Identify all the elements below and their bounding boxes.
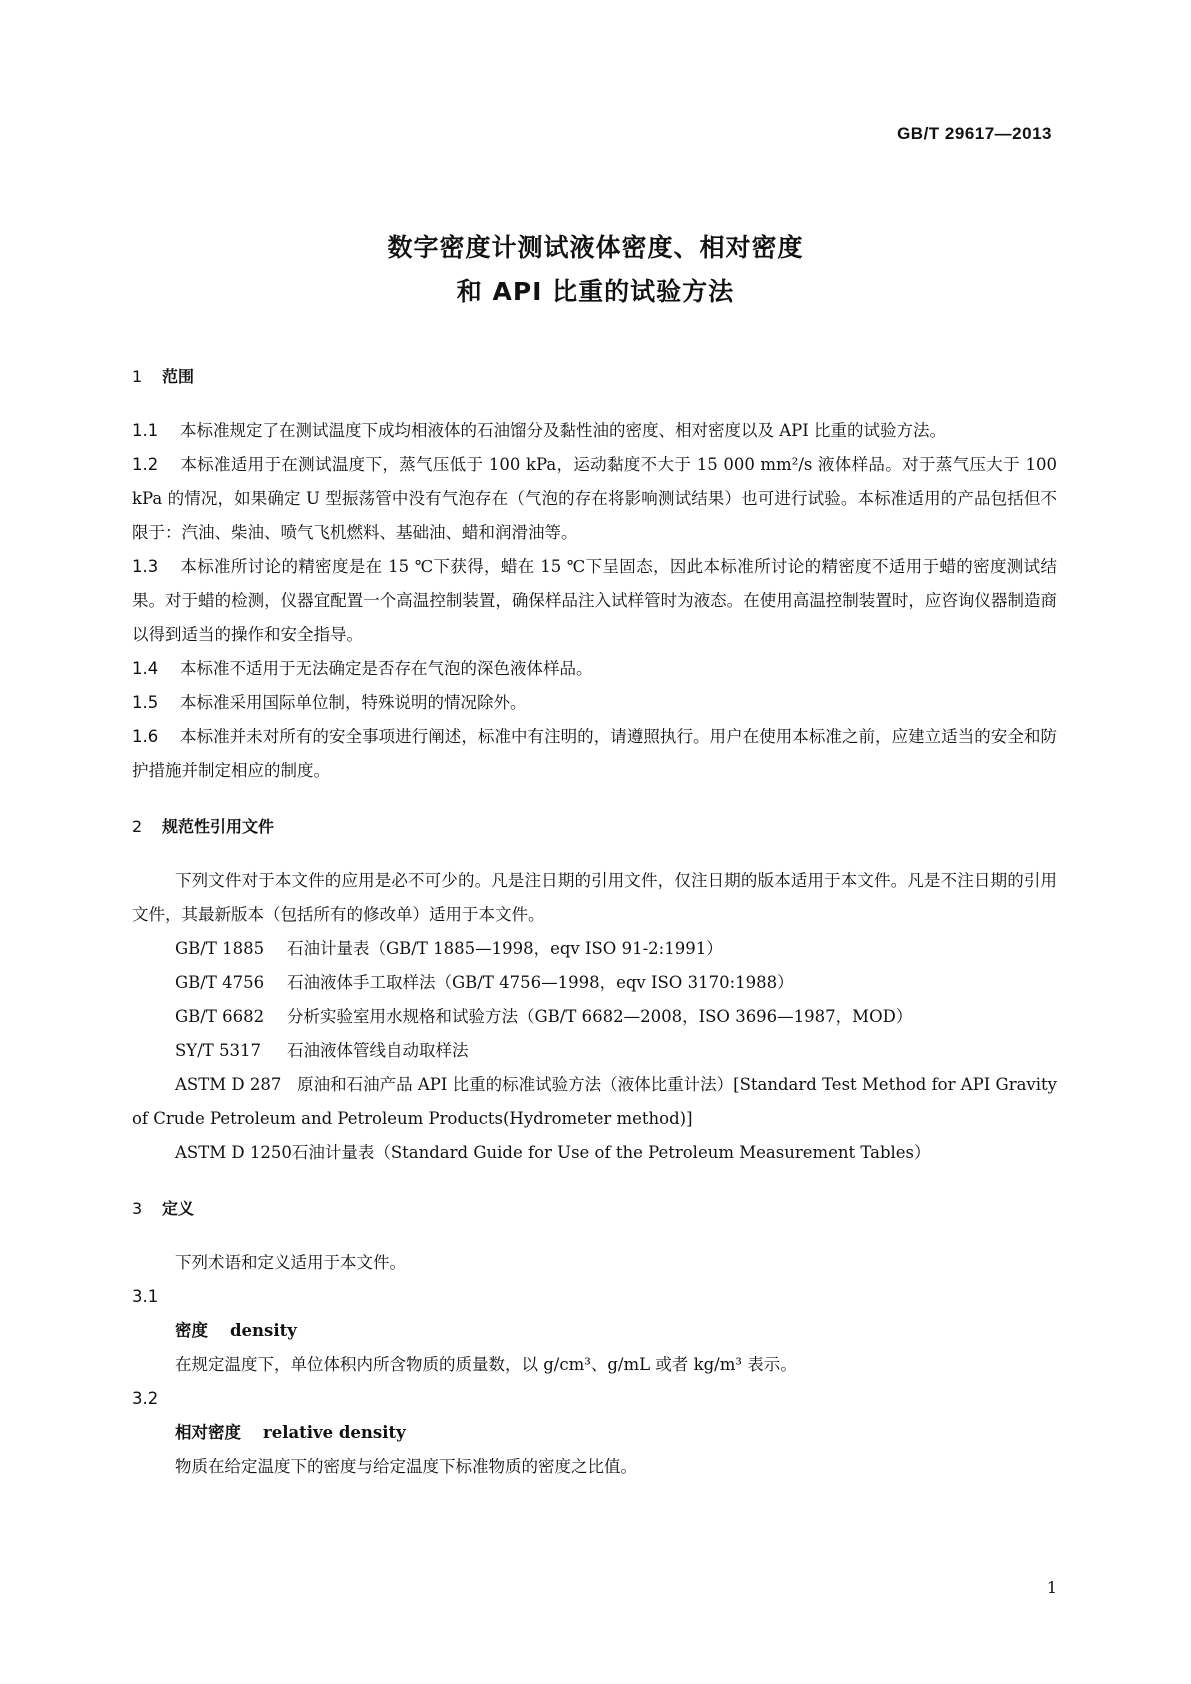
- document-title-line-2: 和 API 比重的试验方法: [456, 277, 735, 306]
- reference-item: [132, 966, 1057, 1000]
- clause-number: 1.5: [132, 693, 159, 712]
- document-body: [132, 360, 1057, 1484]
- reference-item: [132, 1136, 1057, 1170]
- clause-number: 1.4: [132, 659, 159, 678]
- section-heading-definitions: [132, 1192, 1057, 1226]
- term-heading: [132, 1314, 1057, 1348]
- term-zh: 相对密度: [175, 1423, 241, 1442]
- term-en: relative density: [263, 1423, 406, 1442]
- reference-item: [132, 1000, 1057, 1034]
- section-title: 定义: [162, 1199, 195, 1218]
- page-number: 1: [1046, 1578, 1057, 1597]
- clause-text: 本标准规定了在测试温度下成均相液体的石油馏分及黏性油的密度、相对密度以及 API 比重的试验方法。: [180, 421, 947, 440]
- section-heading-scope: [132, 360, 1057, 394]
- clause-number: 1.6: [132, 727, 159, 746]
- clause-1-3: [132, 550, 1057, 652]
- reference-code: GB/T 4756: [175, 973, 265, 992]
- reference-title: 石油计量表（Standard Guide for Use of the Petroleum Measurement Tables）: [291, 1143, 931, 1162]
- term-heading: [132, 1416, 1057, 1450]
- reference-code: GB/T 6682: [175, 1007, 265, 1026]
- reference-title: 石油液体管线自动取样法: [287, 1041, 469, 1060]
- term-number: 3.2: [132, 1389, 159, 1408]
- term-definition: 在规定温度下，单位体积内所含物质的质量数，以 g/cm³、g/mL 或者 kg/m³ 表示。: [175, 1355, 797, 1374]
- clause-text: 本标准不适用于无法确定是否存在气泡的深色液体样品。: [180, 659, 593, 678]
- definitions-intro: 下列术语和定义适用于本文件。: [175, 1253, 406, 1272]
- clause-number: 1.3: [132, 557, 159, 576]
- clause-1-1: [132, 414, 1057, 448]
- reference-title: 原油和石油产品 API 比重的标准试验方法（液体比重计法）[Standard Test Method for API Gravity of Crude Petroleum and Petroleum Products(Hydrometer method)]: [132, 1075, 1057, 1128]
- reference-title: 石油液体手工取样法（GB/T 4756—1998，eqv ISO 3170:1988）: [287, 973, 794, 992]
- standard-number: GB/T 29617—2013: [897, 124, 1052, 143]
- section-heading-references: [132, 810, 1057, 844]
- reference-code: ASTM D 1250: [175, 1143, 292, 1162]
- clause-number: 1.1: [132, 421, 159, 440]
- section-number: 1: [132, 367, 143, 386]
- term-zh: 密度: [175, 1321, 208, 1340]
- reference-item: [132, 1034, 1057, 1068]
- section-number: 2: [132, 817, 143, 836]
- term-definition: 物质在给定温度下的密度与给定温度下标准物质的密度之比值。: [175, 1457, 637, 1476]
- clause-1-6: [132, 720, 1057, 788]
- clause-1-2: [132, 448, 1057, 550]
- reference-code: GB/T 1885: [175, 939, 265, 958]
- term-en: density: [230, 1321, 297, 1340]
- reference-item: [132, 932, 1057, 966]
- reference-code: ASTM D 287: [175, 1075, 282, 1094]
- clause-1-5: [132, 686, 1057, 720]
- clause-number: 1.2: [132, 455, 159, 474]
- references-intro: 下列文件对于本文件的应用是必不可少的。凡是注日期的引用文件，仅注日期的版本适用于本文件。凡是不注日期的引用文件，其最新版本（包括所有的修改单）适用于本文件。: [132, 871, 1057, 924]
- section-title: 规范性引用文件: [162, 817, 275, 836]
- section-number: 3: [132, 1199, 143, 1218]
- clause-text: 本标准采用国际单位制，特殊说明的情况除外。: [180, 693, 527, 712]
- clause-1-4: [132, 652, 1057, 686]
- clause-text: 本标准所讨论的精密度是在 15 ℃下获得，蜡在 15 ℃下呈固态，因此本标准所讨论的精密度不适用于蜡的密度测试结果。对于蜡的检测，仪器宜配置一个高温控制装置，确保样品注入试样管时为液态。在使用高温控制装置时，应咨询仪器制造商以得到适当的操作和安全指导。: [132, 557, 1057, 644]
- clause-text: 本标准并未对所有的安全事项进行阐述，标准中有注明的，请遵照执行。用户在使用本标准之前，应建立适当的安全和防护措施并制定相应的制度。: [132, 727, 1057, 780]
- document-title-line-1: 数字密度计测试液体密度、相对密度: [387, 233, 804, 262]
- term-number: 3.1: [132, 1287, 159, 1306]
- section-title: 范围: [162, 367, 195, 386]
- reference-title: 分析实验室用水规格和试验方法（GB/T 6682—2008，ISO 3696—1987，MOD）: [287, 1007, 913, 1026]
- reference-code: SY/T 5317: [175, 1041, 261, 1060]
- reference-item: [132, 1068, 1057, 1136]
- reference-title: 石油计量表（GB/T 1885—1998，eqv ISO 91-2:1991）: [287, 939, 723, 958]
- clause-text: 本标准适用于在测试温度下，蒸气压低于 100 kPa，运动黏度不大于 15 000 mm²/s 液体样品。对于蒸气压大于 100 kPa 的情况，如果确定 U 型振荡管中没有气泡存在（气泡的存在将影响测试结果）也可进行试验。本标准适用的产品包括但不限于：汽油、柴油、喷气飞机燃料、基础油、蜡和润滑油等。: [132, 455, 1057, 542]
